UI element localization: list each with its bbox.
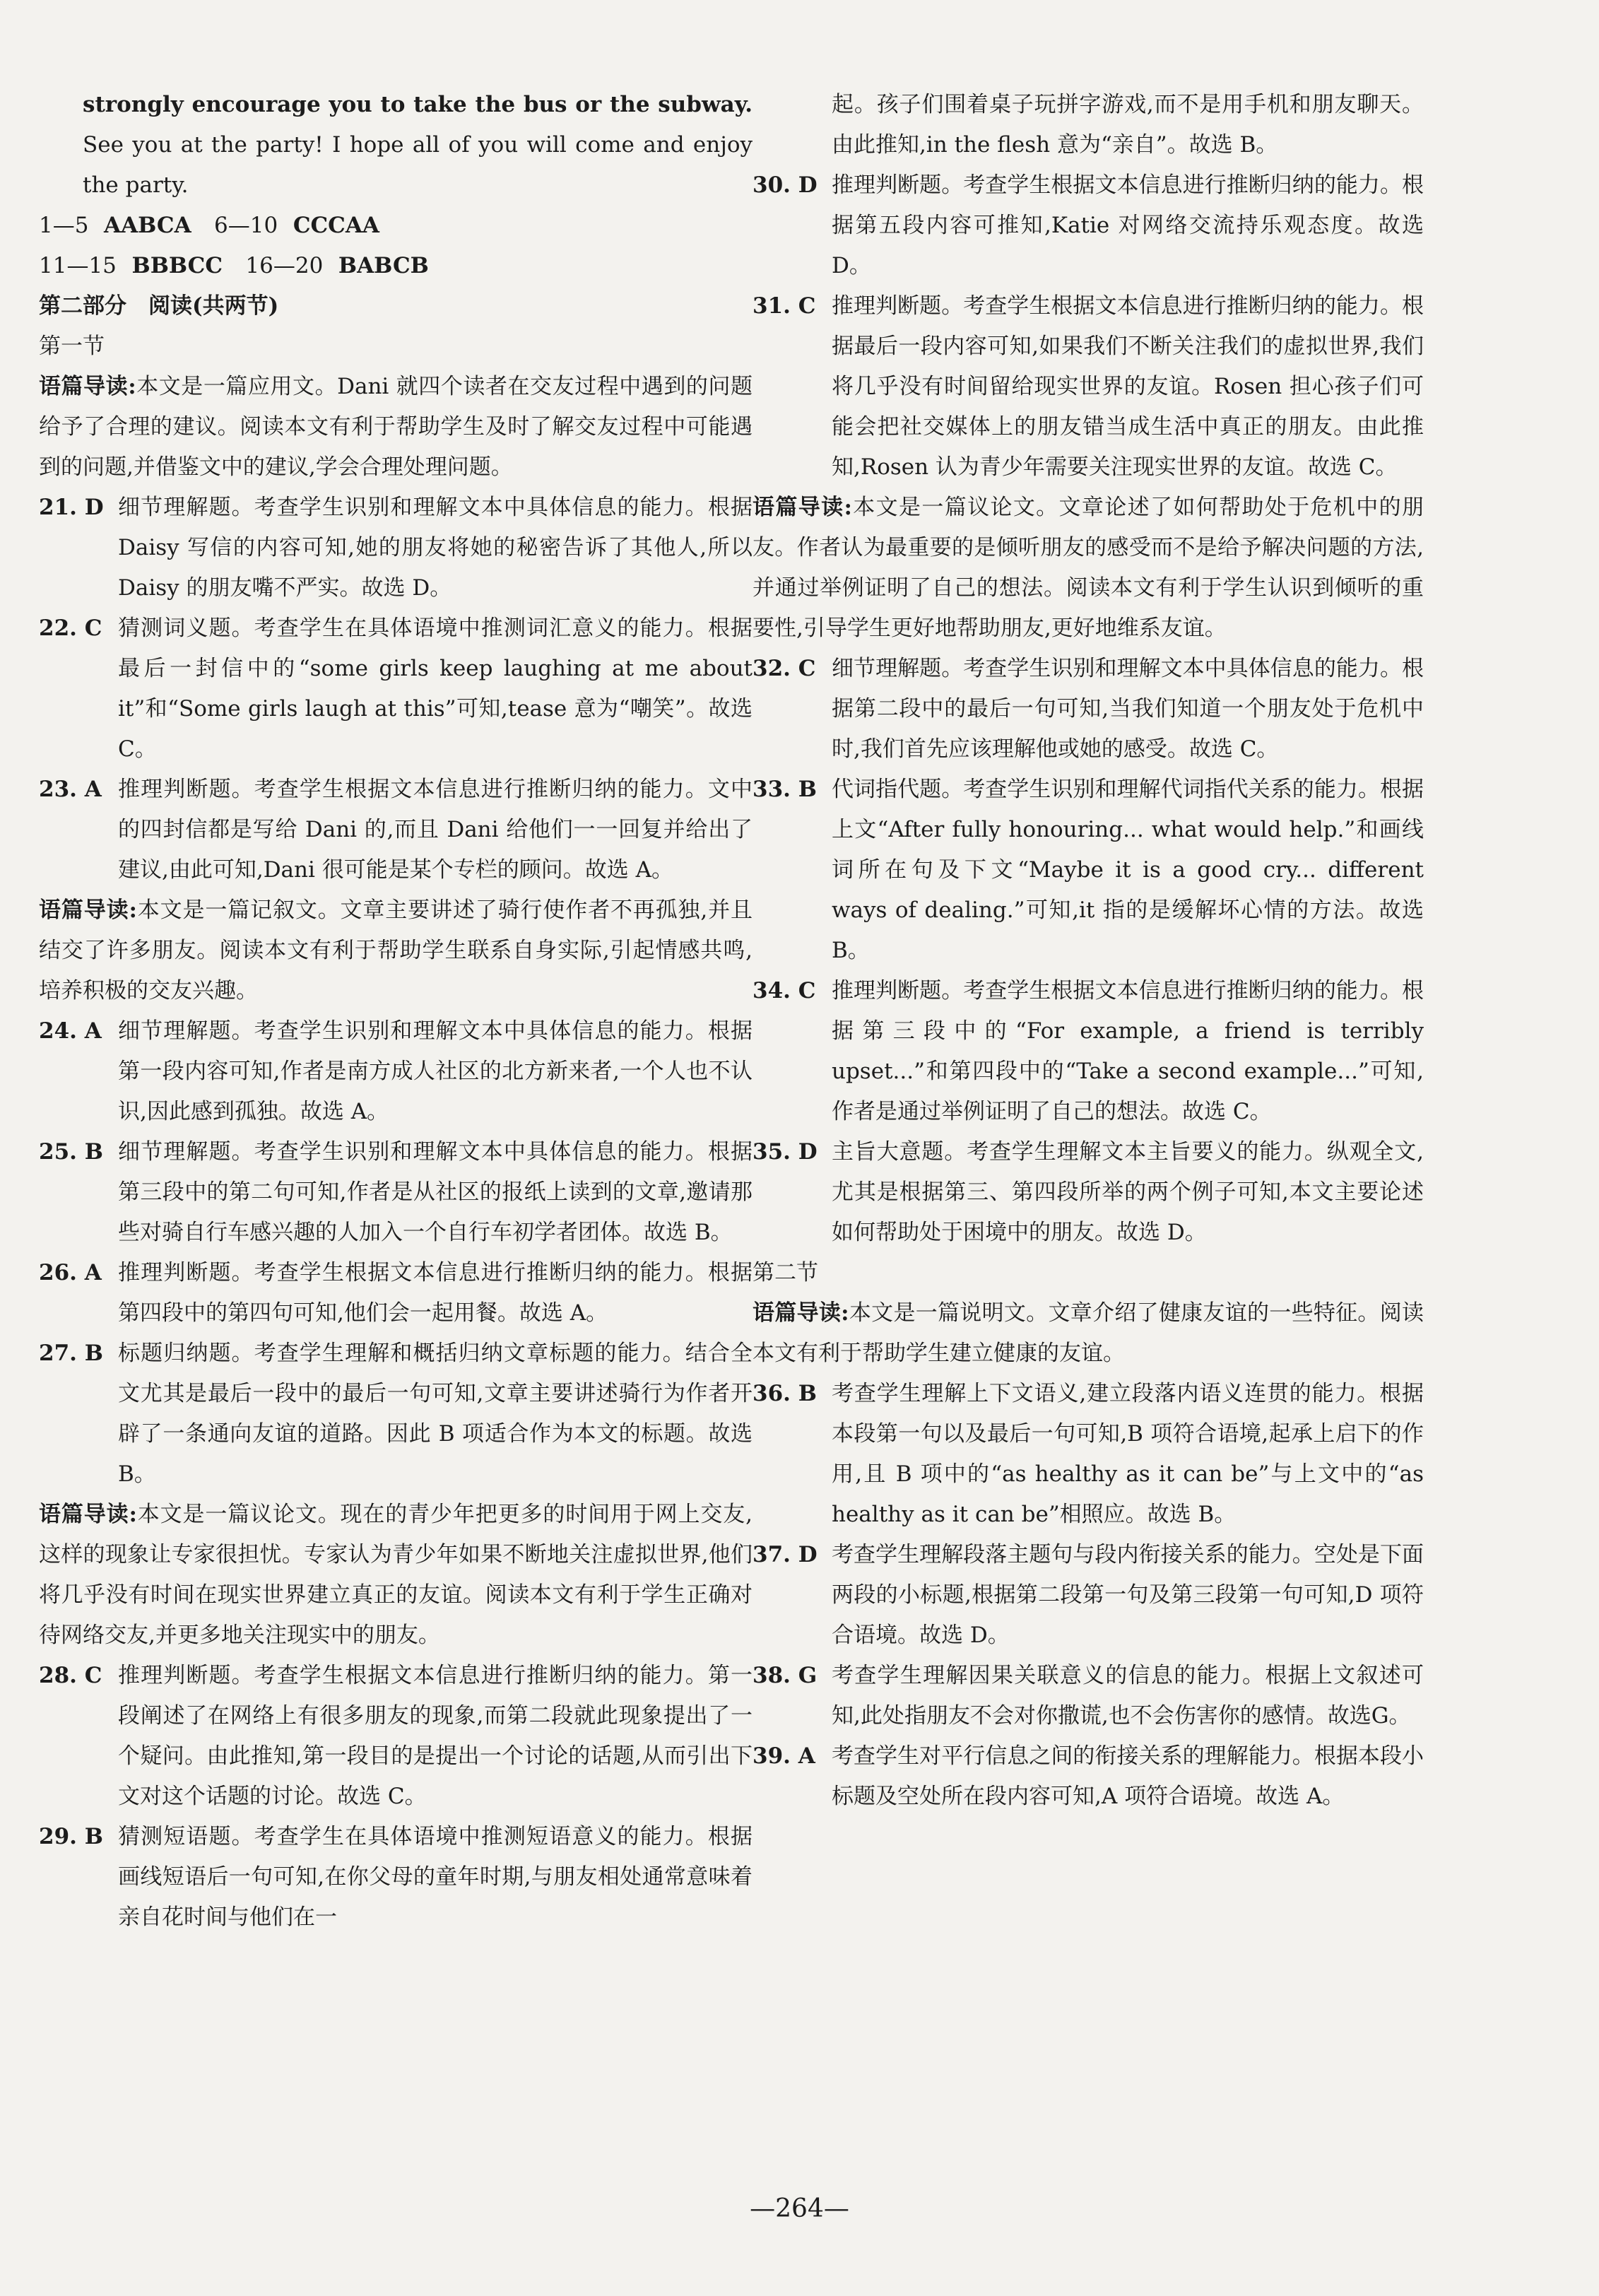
- answer-item: [753, 1535, 1424, 1656]
- answers-row-2: [39, 246, 753, 286]
- item-number: 25. B: [39, 1139, 103, 1165]
- item-explanation: 猜测短语题。考查学生在具体语境中推测短语意义的能力。根据画线短语后一句可知,在你父母的童年时期,与朋友相处通常意味着亲自花时间与他们在一: [118, 1824, 753, 1930]
- item-number: 22. C: [39, 616, 102, 641]
- item-number: 34. C: [753, 978, 816, 1003]
- guide-label: 语篇导读:: [39, 897, 137, 923]
- answer-item: [753, 770, 1424, 971]
- item-explanation: 推理判断题。考查学生根据文本信息进行推断归纳的能力。根据第五段内容可推知,Katie 对网络交流持乐观态度。故选 D。: [832, 172, 1424, 278]
- passage-guide: [39, 890, 753, 1011]
- guide-label: 语篇导读:: [753, 495, 852, 520]
- item-number: 24. A: [39, 1018, 102, 1044]
- intro-bold: strongly encourage you to take the bus or the subway.: [83, 92, 753, 117]
- part-title: 第二部分 阅读(共两节): [39, 293, 279, 319]
- answer-item: [753, 649, 1424, 770]
- item-number: 33. B: [753, 777, 817, 802]
- intro-rest: See you at the party! I hope all of you will come and enjoy the party.: [83, 132, 753, 198]
- item-number: 32. C: [753, 656, 816, 681]
- item-number: 27. B: [39, 1341, 103, 1366]
- item-explanation: 细节理解题。考查学生识别和理解文本中具体信息的能力。根据第二段中的最后一句可知,当我们知道一个朋友处于危机中时,我们首先应该理解他或她的感受。故选 C。: [832, 656, 1424, 762]
- answer-item: [753, 1132, 1424, 1253]
- answer-item: [753, 1374, 1424, 1535]
- answer-item: [39, 488, 753, 608]
- section-title: 第一节: [39, 334, 105, 359]
- guide-label: 语篇导读:: [39, 1502, 137, 1527]
- item-number: 21. D: [39, 495, 104, 520]
- item-explanation: 考查学生理解因果关联意义的信息的能力。根据上文叙述可知,此处指朋友不会对你撒谎,也不会伤害你的感情。故选G。: [832, 1663, 1424, 1729]
- item-number: 37. D: [753, 1542, 818, 1567]
- answer-range: 1—5: [39, 213, 89, 238]
- item-explanation: 考查学生理解段落主题句与段内衔接关系的能力。空处是下面两段的小标题,根据第二段第一句及第三段第一句可知,D 项符合语境。故选 D。: [832, 1542, 1424, 1648]
- guide-label: 语篇导读:: [753, 1300, 849, 1326]
- answer-item: [39, 1253, 753, 1334]
- item-explanation: 细节理解题。考查学生识别和理解文本中具体信息的能力。根据 Daisy 写信的内容可知,她的朋友将她的秘密告诉了其他人,所以 Daisy 的朋友嘴不严实。故选 D。: [118, 495, 753, 601]
- item-explanation: 代词指代题。考查学生识别和理解代词指代关系的能力。根据上文“After fully honouring... what would help.”和画线词所在句及下文“Maybe it is a good cry... different ways of dealing.”可知,it 指的是缓解坏心情的方法。故选 B。: [832, 777, 1424, 963]
- passage-guide: [753, 1293, 1424, 1374]
- item-explanation: 考查学生对平行信息之间的衔接关系的理解能力。根据本段小标题及空处所在段内容可知,A 项符合语境。故选 A。: [832, 1743, 1424, 1809]
- item-number: 23. A: [39, 777, 102, 802]
- answer-item: [753, 165, 1424, 286]
- item-number: 26. A: [39, 1260, 102, 1285]
- answer-range: 16—20: [245, 253, 324, 278]
- passage-guide: [39, 1495, 753, 1656]
- answer-item: [753, 1736, 1424, 1817]
- answer-key: BBBCC: [131, 253, 223, 278]
- item-explanation: 推理判断题。考查学生根据文本信息进行推断归纳的能力。根据最后一段内容可知,如果我们不断关注我们的虚拟世界,我们将几乎没有时间留给现实世界的友谊。Rosen 担心孩子们可能会把社交媒体上的朋友错当成生活中真正的朋友。由此推知,Rosen 认为青少年需要关注现实世界的友谊。故选 C。: [832, 293, 1424, 480]
- answer-key: BABCB: [338, 253, 429, 278]
- answer-item: [39, 608, 753, 770]
- item-number: 31. C: [753, 293, 816, 319]
- item-explanation: 推理判断题。考查学生根据文本信息进行推断归纳的能力。根据第四段中的第四句可知,他们会一起用餐。故选 A。: [118, 1260, 753, 1326]
- answer-range: 11—15: [39, 253, 117, 278]
- guide-text: 本文是一篇应用文。Dani 就四个读者在交友过程中遇到的问题给予了合理的建议。阅读本文有利于帮助学生及时了解交友过程中可能遇到的问题,并借鉴文中的建议,学会合理处理问题。: [39, 374, 753, 480]
- item-number: 29. B: [39, 1824, 103, 1849]
- item-explanation: 推理判断题。考查学生根据文本信息进行推断归纳的能力。第一段阐述了在网络上有很多朋友的现象,而第二段就此现象提出了一个疑问。由此推知,第一段目的是提出一个讨论的话题,从而引出下文对这个话题的讨论。故选 C。: [118, 1663, 753, 1809]
- item-number: 36. B: [753, 1381, 817, 1406]
- item-explanation: 细节理解题。考查学生识别和理解文本中具体信息的能力。根据第一段内容可知,作者是南方成人社区的北方新来者,一个人也不认识,因此感到孤独。故选 A。: [118, 1018, 753, 1124]
- left-column: [39, 85, 753, 1938]
- answer-item: [39, 1656, 753, 1817]
- answer-item: [39, 1334, 753, 1495]
- item-number: 35. D: [753, 1139, 818, 1165]
- answer-item: [753, 971, 1424, 1132]
- item-explanation: 推理判断题。考查学生根据文本信息进行推断归纳的能力。根据第三段中的“For example, a friend is terribly upset...”和第四段中的“Take a second example...”可知,作者是通过举例证明了自己的想法。故选 C。: [832, 978, 1424, 1124]
- guide-text: 本文是一篇说明文。文章介绍了健康友谊的一些特征。阅读本文有利于帮助学生建立健康的友谊。: [753, 1300, 1424, 1366]
- item-number: 38. G: [753, 1663, 818, 1688]
- answer-item: [39, 1011, 753, 1132]
- answer-item: [753, 286, 1424, 488]
- page-number: —264—: [750, 2194, 849, 2223]
- right-column: [753, 85, 1424, 1817]
- item-explanation: 猜测词义题。考查学生在具体语境中推测词汇意义的能力。根据最后一封信中的“some girls keep laughing at me about it”和“Some girls laugh at this”可知,tease 意为“嘲笑”。故选 C。: [118, 616, 753, 762]
- item-explanation: 推理判断题。考查学生根据文本信息进行推断归纳的能力。文中的四封信都是写给 Dani 的,而且 Dani 给他们一一回复并给出了建议,由此可知,Dani 很可能是某个专栏的顾问。故选 A。: [118, 777, 753, 883]
- section-title: 第二节: [753, 1260, 818, 1285]
- guide-text: 本文是一篇议论文。现在的青少年把更多的时间用于网上交友,这样的现象让专家很担忧。专家认为青少年如果不断地关注虚拟世界,他们将几乎没有时间在现实世界建立真正的友谊。阅读本文有利于学生正确对待网络交友,并更多地关注现实中的朋友。: [39, 1502, 753, 1648]
- passage-guide: [753, 488, 1424, 649]
- item-number: 39. A: [753, 1743, 815, 1769]
- answer-item: [39, 1817, 753, 1938]
- answer-item: [753, 1656, 1424, 1736]
- guide-text: 本文是一篇记叙文。文章主要讲述了骑行使作者不再孤独,并且结交了许多朋友。阅读本文有利于帮助学生联系自身实际,引起情感共鸣,培养积极的交友兴趣。: [39, 897, 753, 1003]
- answer-item: [39, 770, 753, 890]
- answers-row-1: [39, 206, 753, 246]
- answer-key: CCCAA: [293, 213, 379, 238]
- answer-range: 6—10: [214, 213, 278, 238]
- item-explanation: 考查学生理解上下文语义,建立段落内语义连贯的能力。根据本段第一句以及最后一句可知,B 项符合语境,起承上启下的作用,且 B 项中的“as healthy as it can be”与上文中的“as healthy as it can be”相照应。故选 B。: [832, 1381, 1424, 1527]
- item-number: 28. C: [39, 1663, 102, 1688]
- answer-item: [39, 1132, 753, 1253]
- guide-text: 本文是一篇议论文。文章论述了如何帮助处于危机中的朋友。作者认为最重要的是倾听朋友的感受而不是给予解决问题的方法,并通过举例证明了自己的想法。阅读本文有利于学生认识到倾听的重要性,引导学生更好地帮助朋友,更好地维系友谊。: [753, 495, 1424, 641]
- item-explanation: 标题归纳题。考查学生理解和概括归纳文章标题的能力。结合全文尤其是最后一段中的最后一句可知,文章主要讲述骑行为作者开辟了一条通向友谊的道路。因此 B 项适合作为本文的标题。故选 B。: [118, 1341, 753, 1487]
- guide-label: 语篇导读:: [39, 374, 136, 399]
- passage-guide: [39, 367, 753, 488]
- continued-text: 起。孩子们围着桌子玩拼字游戏,而不是用手机和朋友聊天。由此推知,in the flesh 意为“亲自”。故选 B。: [832, 92, 1424, 158]
- item-explanation: 主旨大意题。考查学生理解文本主旨要义的能力。纵观全文,尤其是根据第三、第四段所举的两个例子可知,本文主要论述如何帮助处于困境中的朋友。故选 D。: [832, 1139, 1424, 1245]
- intro-paragraph: [39, 85, 753, 206]
- item-number: 30. D: [753, 172, 818, 198]
- item-explanation: 细节理解题。考查学生识别和理解文本中具体信息的能力。根据第三段中的第二句可知,作者是从社区的报纸上读到的文章,邀请那些对骑自行车感兴趣的人加入一个自行车初学者团体。故选 B。: [118, 1139, 753, 1245]
- answer-key: AABCA: [104, 213, 191, 238]
